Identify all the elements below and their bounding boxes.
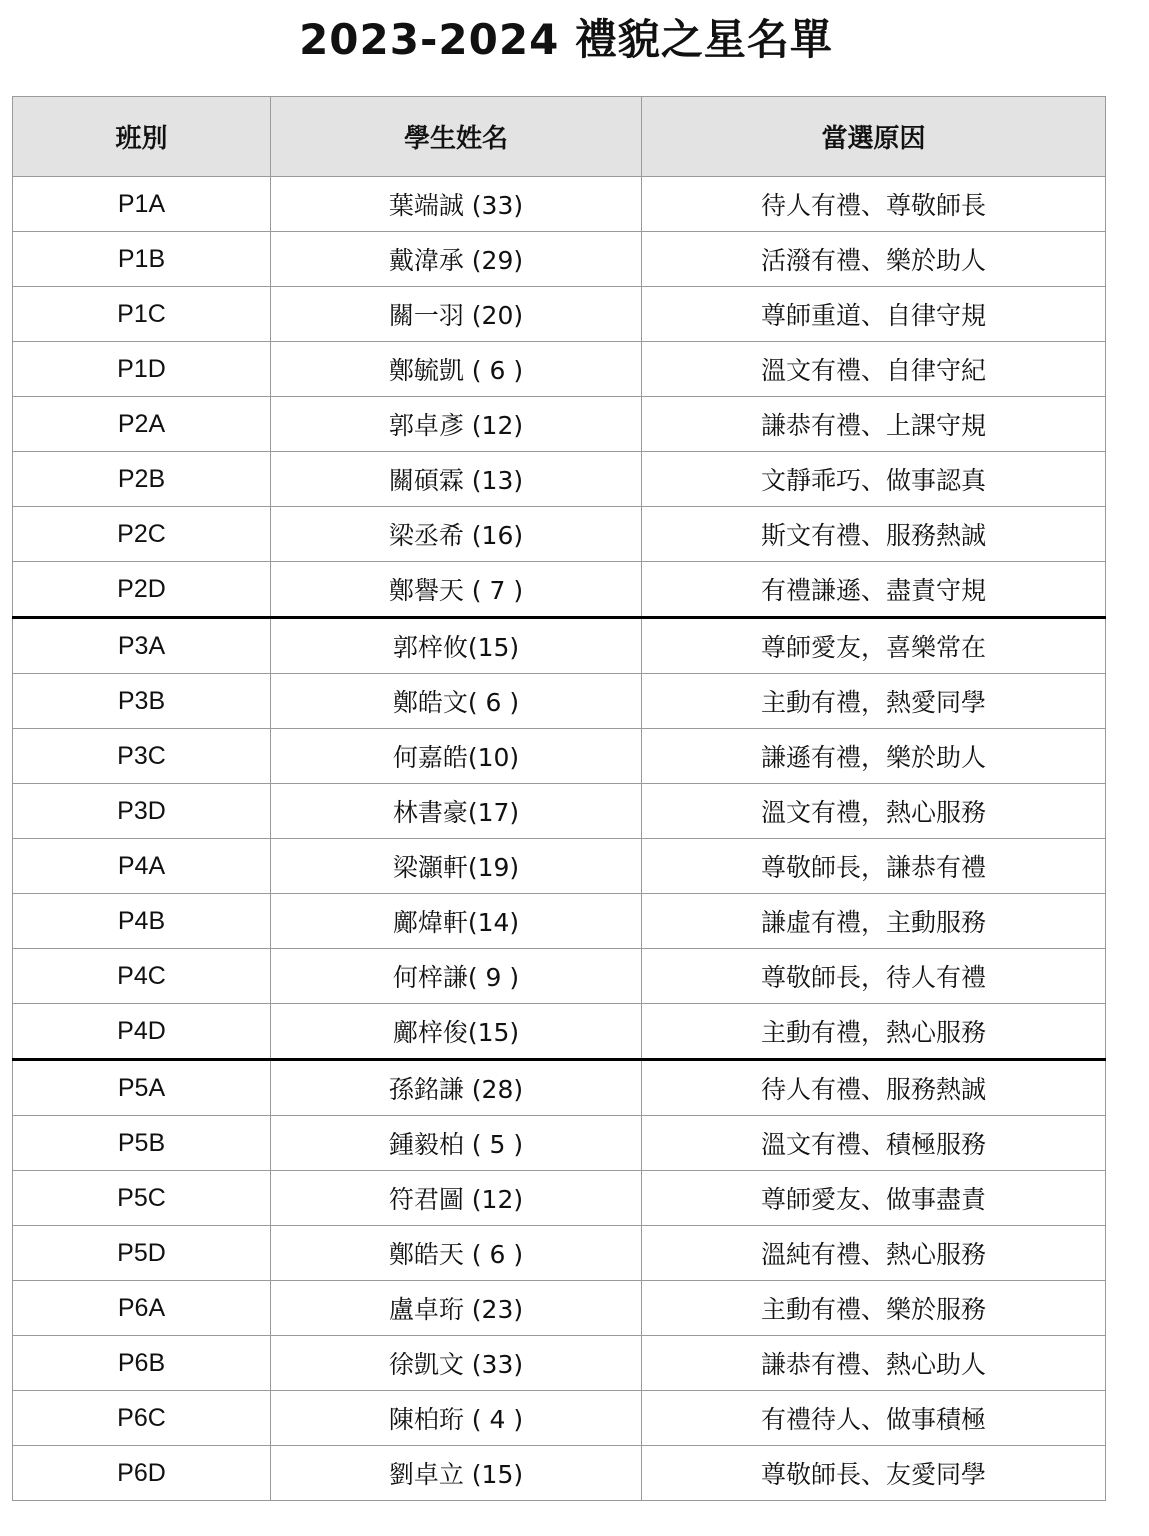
reason-cell: 待人有禮、服務熱誠 xyxy=(642,1060,1106,1116)
column-header-student-name: 學生姓名 xyxy=(271,97,642,177)
reason-cell: 尊師愛友，喜樂常在 xyxy=(642,618,1106,674)
reason-cell: 尊師愛友、做事盡責 xyxy=(642,1171,1106,1226)
table-row xyxy=(13,287,1106,342)
student-name-cell: 梁丞希 (16) xyxy=(271,507,642,562)
student-name-cell: 孫銘謙 (28) xyxy=(271,1060,642,1116)
courtesy-star-table xyxy=(12,96,1106,1501)
class-cell: P1B xyxy=(13,232,271,287)
reason-cell: 活潑有禮、樂於助人 xyxy=(642,232,1106,287)
class-cell: P3A xyxy=(13,618,271,674)
student-name-cell: 關一羽 (20) xyxy=(271,287,642,342)
page-title: 2023-2024 禮貌之星名單 xyxy=(299,15,833,64)
table-row xyxy=(13,839,1106,894)
student-name-cell: 鄭毓凱 ( 6 ) xyxy=(271,342,642,397)
class-cell: P5A xyxy=(13,1060,271,1116)
table-row xyxy=(13,397,1106,452)
class-cell: P1D xyxy=(13,342,271,397)
student-name-cell: 鄺煒軒(14) xyxy=(271,894,642,949)
reason-cell: 溫純有禮、熱心服務 xyxy=(642,1226,1106,1281)
student-name-cell: 鄺梓俊(15) xyxy=(271,1004,642,1060)
class-cell: P1C xyxy=(13,287,271,342)
class-cell: P3B xyxy=(13,674,271,729)
reason-cell: 主動有禮、樂於服務 xyxy=(642,1281,1106,1336)
class-cell: P6B xyxy=(13,1336,271,1391)
table-row xyxy=(13,1116,1106,1171)
table-row xyxy=(13,507,1106,562)
reason-cell: 待人有禮、尊敬師長 xyxy=(642,177,1106,232)
reason-cell: 謙遜有禮，樂於助人 xyxy=(642,729,1106,784)
table-row xyxy=(13,1171,1106,1226)
student-name-cell: 梁灝軒(19) xyxy=(271,839,642,894)
student-name-cell: 陳柏珩 ( 4 ) xyxy=(271,1391,642,1446)
student-name-cell: 鄭皓天 ( 6 ) xyxy=(271,1226,642,1281)
class-cell: P3C xyxy=(13,729,271,784)
student-name-cell: 林書豪(17) xyxy=(271,784,642,839)
student-name-cell: 郭梓攸(15) xyxy=(271,618,642,674)
student-name-cell: 鄭皓文( 6 ) xyxy=(271,674,642,729)
class-cell: P6D xyxy=(13,1446,271,1501)
class-cell: P4B xyxy=(13,894,271,949)
class-cell: P6A xyxy=(13,1281,271,1336)
table-row xyxy=(13,452,1106,507)
reason-cell: 尊敬師長，謙恭有禮 xyxy=(642,839,1106,894)
student-name-cell: 戴湋承 (29) xyxy=(271,232,642,287)
student-name-cell: 郭卓彥 (12) xyxy=(271,397,642,452)
student-name-cell: 劉卓立 (15) xyxy=(271,1446,642,1501)
class-cell: P5B xyxy=(13,1116,271,1171)
table-row xyxy=(13,674,1106,729)
table-row xyxy=(13,894,1106,949)
reason-cell: 文靜乖巧、做事認真 xyxy=(642,452,1106,507)
table-row xyxy=(13,1336,1106,1391)
table-row xyxy=(13,177,1106,232)
student-name-cell: 盧卓珩 (23) xyxy=(271,1281,642,1336)
reason-cell: 尊敬師長，待人有禮 xyxy=(642,949,1106,1004)
table-row xyxy=(13,1391,1106,1446)
table-row xyxy=(13,1281,1106,1336)
class-cell: P2B xyxy=(13,452,271,507)
class-cell: P1A xyxy=(13,177,271,232)
class-cell: P5C xyxy=(13,1171,271,1226)
table-row xyxy=(13,729,1106,784)
class-cell: P2C xyxy=(13,507,271,562)
class-cell: P3D xyxy=(13,784,271,839)
table-row xyxy=(13,949,1106,1004)
class-cell: P5D xyxy=(13,1226,271,1281)
table-row xyxy=(13,1060,1106,1116)
table-row xyxy=(13,342,1106,397)
reason-cell: 溫文有禮，熱心服務 xyxy=(642,784,1106,839)
student-name-cell: 何嘉皓(10) xyxy=(271,729,642,784)
table-row xyxy=(13,784,1106,839)
student-name-cell: 鍾毅柏 ( 5 ) xyxy=(271,1116,642,1171)
class-cell: P4C xyxy=(13,949,271,1004)
reason-cell: 尊師重道、自律守規 xyxy=(642,287,1106,342)
reason-cell: 尊敬師長、友愛同學 xyxy=(642,1446,1106,1501)
table-row xyxy=(13,562,1106,618)
reason-cell: 謙虛有禮，主動服務 xyxy=(642,894,1106,949)
reason-cell: 溫文有禮、自律守紀 xyxy=(642,342,1106,397)
reason-cell: 溫文有禮、積極服務 xyxy=(642,1116,1106,1171)
table-row xyxy=(13,232,1106,287)
reason-cell: 有禮待人、做事積極 xyxy=(642,1391,1106,1446)
class-cell: P6C xyxy=(13,1391,271,1446)
table-header-row xyxy=(13,97,1106,177)
table-row xyxy=(13,1004,1106,1060)
class-cell: P4A xyxy=(13,839,271,894)
table-row xyxy=(13,618,1106,674)
student-name-cell: 關碩霖 (13) xyxy=(271,452,642,507)
student-name-cell: 符君圖 (12) xyxy=(271,1171,642,1226)
table-row xyxy=(13,1446,1106,1501)
student-name-cell: 徐凱文 (33) xyxy=(271,1336,642,1391)
class-cell: P2A xyxy=(13,397,271,452)
student-name-cell: 何梓謙( 9 ) xyxy=(271,949,642,1004)
class-cell: P4D xyxy=(13,1004,271,1060)
reason-cell: 謙恭有禮、上課守規 xyxy=(642,397,1106,452)
column-header-reason: 當選原因 xyxy=(642,97,1106,177)
student-name-cell: 鄭譽天 ( 7 ) xyxy=(271,562,642,618)
reason-cell: 斯文有禮、服務熱誠 xyxy=(642,507,1106,562)
reason-cell: 主動有禮，熱心服務 xyxy=(642,1004,1106,1060)
column-header-class: 班別 xyxy=(13,97,271,177)
table-row xyxy=(13,1226,1106,1281)
student-name-cell: 葉端誠 (33) xyxy=(271,177,642,232)
class-cell: P2D xyxy=(13,562,271,618)
reason-cell: 謙恭有禮、熱心助人 xyxy=(642,1336,1106,1391)
reason-cell: 有禮謙遜、盡責守規 xyxy=(642,562,1106,618)
reason-cell: 主動有禮，熱愛同學 xyxy=(642,674,1106,729)
